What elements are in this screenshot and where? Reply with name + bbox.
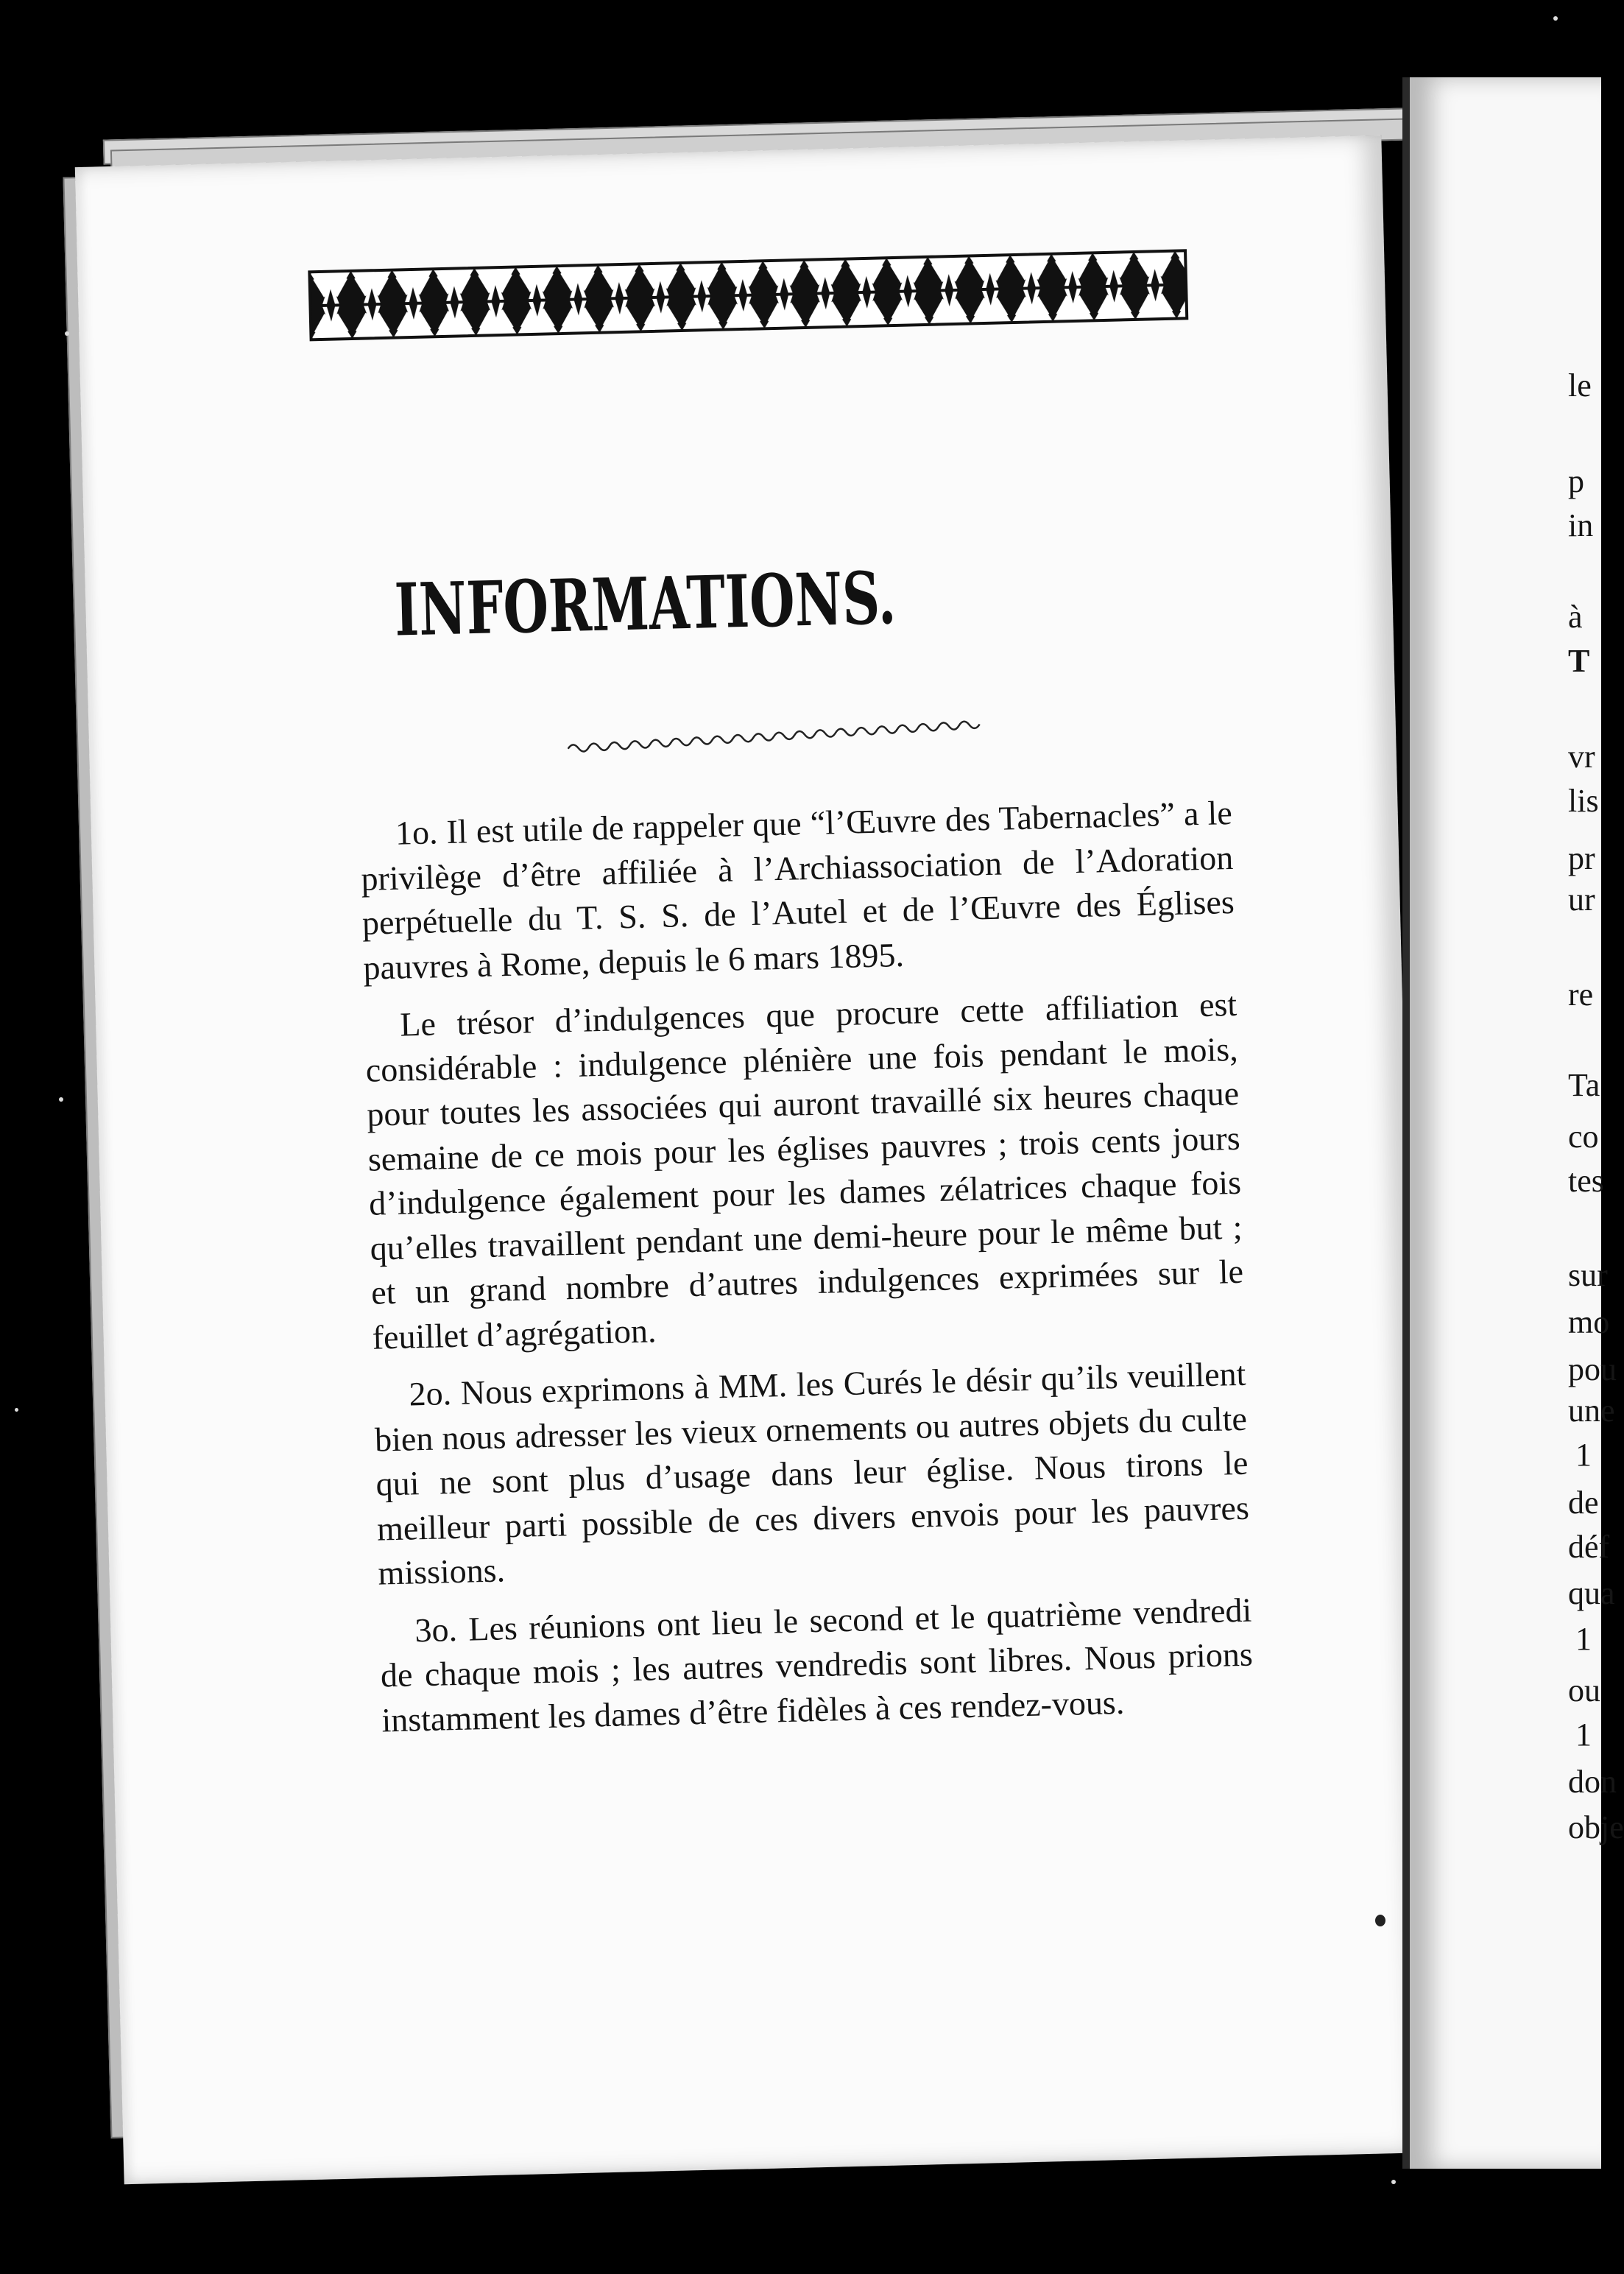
facing-page-fragment: mo <box>1568 1304 1610 1340</box>
decorative-header-ornament <box>309 250 1187 339</box>
scan-speck <box>15 1408 18 1412</box>
facing-page-fragment: ou <box>1568 1672 1600 1708</box>
facing-page-fragment: don <box>1568 1764 1617 1800</box>
facing-page-fragment: pou <box>1568 1351 1617 1387</box>
facing-page-fragment: déf <box>1568 1529 1610 1565</box>
facing-page-fragment: tes <box>1568 1163 1604 1199</box>
facing-page-fragment: 1 <box>1575 1717 1592 1753</box>
paragraph-3: 2o. Nous exprimons à MM. les Curés le désir qu’ils veuillent bien nous adresser les vieux ornements ou autres objets du culte qui ne sont plus d’usage dans leur église. Nous tirons le meilleur parti possible de ces divers envois pour les pauvres missions. <box>374 1354 1250 1592</box>
facing-page-fragment: 1 <box>1575 1621 1592 1657</box>
facing-page-fragment: Ta <box>1568 1067 1600 1103</box>
left-page <box>75 135 1430 2185</box>
facing-page-fragment: de <box>1568 1485 1599 1521</box>
facing-page-fragment: vr <box>1568 739 1595 775</box>
facing-page-fragment: p <box>1568 463 1584 499</box>
facing-page-fragment: le <box>1568 367 1592 404</box>
facing-page-fragment: qua <box>1568 1575 1615 1611</box>
facing-page-fragment: pr <box>1568 840 1595 876</box>
facing-page-fragment: T <box>1568 643 1590 679</box>
paragraph-1: 1o. Il est utile de rappeler que “l’Œuvre des Tabernacles” a le privilège d’être affiliée à l’Archiassociation de l’Adoration perpétuelle du T. S. S. de l’Autel et de l’Œuvre des Églises pauvres à Rome, depuis le 6 mars 1895. <box>360 793 1235 987</box>
scan-speck <box>1553 16 1558 21</box>
paragraph-4: 3o. Les réunions ont lieu le second et le quatrième vendredi de chaque mois ; les autres vendredis sont libres. Nous prions instamment les dames d’être fidèles à ces rendez-vous. <box>380 1591 1254 1739</box>
facing-page-fragment: co <box>1568 1119 1599 1155</box>
paragraph-2: Le trésor d’indulgences que procure cette affiliation est considérable : indulgence plénière une fois pendant le mois, pour toutes les associées qui auront travaillé six heures chaque semaine de ce mois pour les églises pauvres ; trois cents jours d’indulgence également pour les dames zélatrices chaque fois qu’elles travaillent pendant une demi-heure pour le même but ; et un grand nombre d’autres indulgences exprimées sur le feuillet d’agrégation. <box>365 985 1244 1356</box>
scan-speck <box>65 331 69 336</box>
facing-page-fragment: à <box>1568 599 1583 635</box>
decorative-wavy-rule <box>567 712 980 752</box>
scan-speck <box>59 1097 63 1102</box>
facing-page-fragment: 1 <box>1575 1437 1592 1473</box>
facing-page-fragment: une <box>1568 1393 1615 1429</box>
facing-page-fragment: ur <box>1568 881 1595 918</box>
body-text <box>359 791 1254 1756</box>
facing-page-fragment: obje <box>1568 1809 1624 1845</box>
facing-page-fragment: in <box>1568 507 1594 543</box>
facing-page-fragment: re <box>1568 976 1594 1013</box>
scan-speck <box>1391 2180 1396 2184</box>
page-title: INFORMATIONS. <box>393 556 897 653</box>
facing-page-fragment: sur <box>1568 1257 1608 1293</box>
ink-speck <box>1375 1915 1385 1926</box>
facing-page-fragment: lis <box>1568 783 1599 819</box>
